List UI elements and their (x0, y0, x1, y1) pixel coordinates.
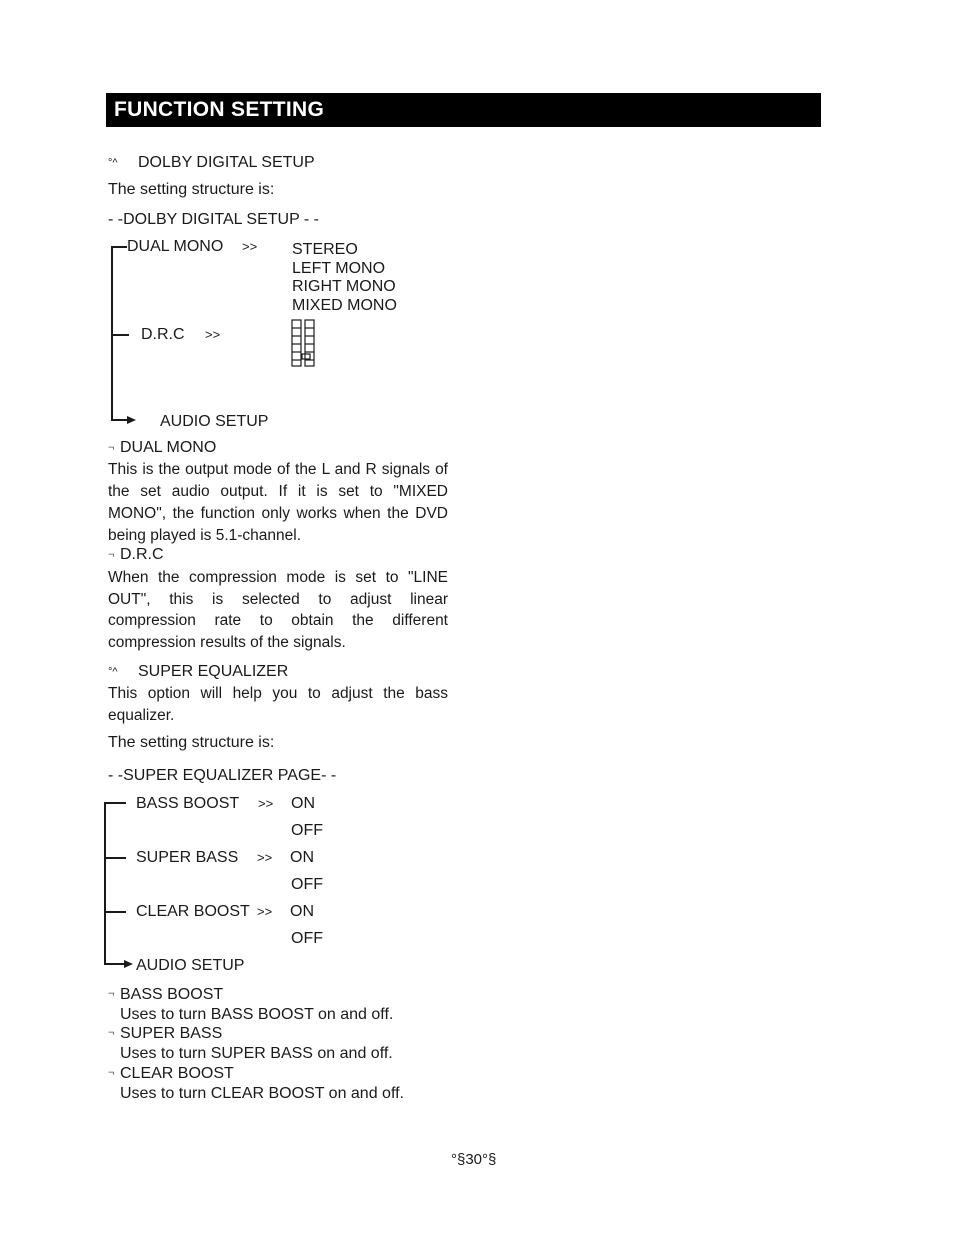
dolby-structure-intro: The setting structure is: (108, 181, 275, 198)
heading-mark: °^ (108, 666, 118, 678)
option-off: OFF (291, 876, 323, 893)
option-on: ON (290, 849, 314, 866)
tree-item-clear-boost: CLEAR BOOST (136, 903, 250, 920)
tree-branch-line (111, 334, 129, 336)
tree-vertical-line (104, 802, 106, 964)
tree-item-audio-setup: AUDIO SETUP (160, 413, 269, 430)
dolby-heading: DOLBY DIGITAL SETUP (138, 154, 315, 171)
section-title: FUNCTION SETTING (114, 98, 325, 121)
bullet-icon: ¬ (108, 1067, 115, 1079)
option-stereo: STEREO (292, 241, 358, 258)
option-right-mono: RIGHT MONO (292, 278, 396, 295)
equalizer-heading: SUPER EQUALIZER (138, 663, 289, 680)
tree-arrow: >> (257, 904, 273, 919)
tree-arrow: >> (242, 239, 258, 254)
note-title-super-bass: SUPER BASS (120, 1025, 223, 1042)
option-on: ON (291, 795, 315, 812)
equalizer-menu-title: - -SUPER EQUALIZER PAGE- - (108, 767, 337, 784)
dual-mono-title: DUAL MONO (120, 439, 217, 456)
drc-slider-icon (290, 318, 320, 368)
tree-item-audio-setup: AUDIO SETUP (136, 957, 245, 974)
note-desc-clear-boost: Uses to turn CLEAR BOOST on and off. (120, 1085, 404, 1102)
tree-item-dual-mono: DUAL MONO (127, 238, 224, 255)
option-on: ON (290, 903, 314, 920)
option-off: OFF (291, 930, 323, 947)
tree-item-super-bass: SUPER BASS (136, 849, 239, 866)
tree-branch-line (104, 963, 124, 965)
dolby-menu-title: - -DOLBY DIGITAL SETUP - - (108, 211, 319, 228)
note-desc-super-bass: Uses to turn SUPER BASS on and off. (120, 1045, 393, 1062)
tree-item-drc: D.R.C (141, 326, 185, 343)
heading-mark: °^ (108, 157, 118, 169)
tree-branch-line (104, 911, 126, 913)
equalizer-description: This option will help you to adjust the bass equalizer. (108, 685, 448, 724)
tree-arrow: >> (257, 850, 273, 865)
section-header (106, 93, 821, 127)
option-off: OFF (291, 822, 323, 839)
tree-vertical-line (111, 246, 113, 420)
tree-arrow: >> (258, 796, 274, 811)
option-left-mono: LEFT MONO (292, 260, 386, 277)
arrow-right-icon (124, 960, 133, 968)
tree-item-bass-boost: BASS BOOST (136, 795, 240, 812)
bullet-icon: ¬ (108, 549, 115, 561)
dual-mono-description: This is the output mode of the L and R signals of the set audio output. If it is set to "MIXED MONO", the function only works when the DVD being played is 5.1-channel. (108, 461, 448, 544)
option-mixed-mono: MIXED MONO (292, 297, 397, 314)
bullet-icon: ¬ (108, 1027, 115, 1039)
equalizer-structure-intro: The setting structure is: (108, 734, 275, 751)
arrow-right-icon (127, 416, 136, 424)
drc-description: When the compression mode is set to "LINE OUT", this is selected to adjust linear compression rate to obtain the different compression results of the signals. (108, 569, 448, 651)
tree-branch-line (104, 857, 126, 859)
page-number: °§30°§ (451, 1151, 497, 1168)
note-title-clear-boost: CLEAR BOOST (120, 1065, 234, 1082)
drc-title: D.R.C (120, 546, 164, 563)
note-title-bass-boost: BASS BOOST (120, 986, 224, 1003)
tree-arrow: >> (205, 327, 221, 342)
tree-branch-line (104, 802, 126, 804)
tree-branch-line (111, 246, 127, 248)
bullet-icon: ¬ (108, 442, 115, 454)
tree-branch-line (111, 419, 127, 421)
note-desc-bass-boost: Uses to turn BASS BOOST on and off. (120, 1006, 394, 1023)
bullet-icon: ¬ (108, 988, 115, 1000)
